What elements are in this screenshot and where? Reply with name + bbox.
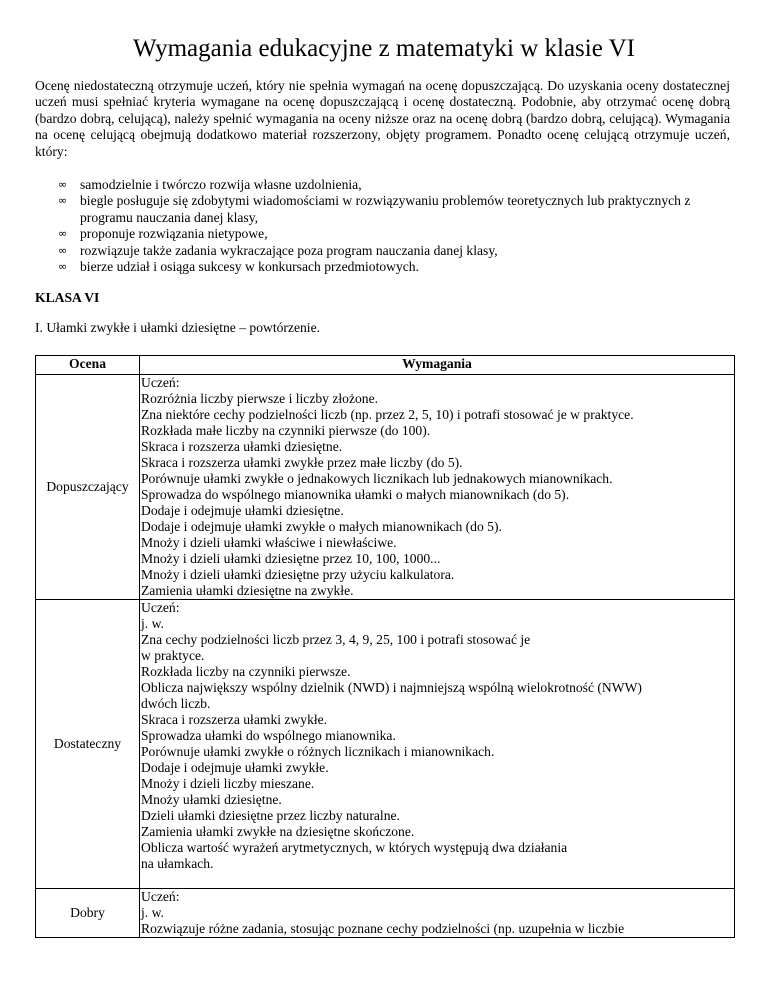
requirement-line: Mnoży i dzieli liczby mieszane. xyxy=(141,776,315,791)
requirements-table-wrapper xyxy=(35,355,737,959)
table-row xyxy=(36,375,735,600)
page-title: Wymagania edukacyjne z matematyki w klasie VI xyxy=(132,35,635,62)
list-item: ∞ biegle posługuje się zdobytymi wiadomościami w rozwiązywaniu problemów teoretycznych lub praktycznych z programu nauczania danej klasy, xyxy=(58,193,691,225)
requirement-line: Rozkłada małe liczby na czynniki pierwsze (do 100). xyxy=(141,423,431,438)
requirement-line: Skraca i rozszerza ułamki zwykłe przez małe liczby (do 5). xyxy=(141,455,463,470)
requirement-line: j. w. xyxy=(141,616,164,631)
list-item: ∞ rozwiązuje także zadania wykraczające poza program nauczania danej klasy, xyxy=(58,242,498,258)
requirements-column-header: Wymagania xyxy=(140,356,735,375)
infinity-bullet-icon: ∞ xyxy=(58,243,68,257)
requirements-table xyxy=(35,355,735,938)
infinity-bullet-icon: ∞ xyxy=(58,194,68,208)
requirements-cell xyxy=(140,375,735,600)
requirement-line: Sprowadza ułamki do wspólnego mianownika. xyxy=(141,728,396,743)
requirement-line: Uczeń: xyxy=(141,600,180,615)
requirement-line: Zamienia ułamki dziesiętne na zwykłe. xyxy=(141,583,354,598)
requirement-line: Mnoży i dzieli ułamki dziesiętne przy użyciu kalkulatora. xyxy=(141,567,455,582)
requirement-line: Skraca i rozszerza ułamki zwykłe. xyxy=(141,712,328,727)
requirement-line: Mnoży i dzieli ułamki dziesiętne przez 10, 100, 1000... xyxy=(141,551,441,566)
requirement-line: Dzieli ułamki dziesiętne przez liczby naturalne. xyxy=(141,808,400,823)
requirement-line: Rozkłada liczby na czynniki pierwsze. xyxy=(141,664,351,679)
infinity-bullet-icon: ∞ xyxy=(58,227,68,241)
requirement-line: Zna niektóre cechy podzielności liczb (np. przez 2, 5, 10) i potrafi stosować je w praktyce. xyxy=(141,407,634,422)
list-item: ∞ bierze udział i osiąga sukcesy w konkursach przedmiotowych. xyxy=(58,259,419,275)
requirement-line: Sprowadza do wspólnego mianownika ułamki o małych mianownikach (do 5). xyxy=(141,487,570,502)
requirement-line: Zna cechy podzielności liczb przez 3, 4, 9, 25, 100 i potrafi stosować je xyxy=(141,632,531,647)
requirement-line: j. w. xyxy=(141,905,164,920)
requirement-line: w praktyce. xyxy=(141,648,205,663)
requirement-line: Dodaje i odejmuje ułamki zwykłe o małych mianownikach (do 5). xyxy=(141,519,502,534)
requirements-cell xyxy=(140,889,735,938)
section-heading: I. Ułamki zwykłe i ułamki dziesiętne – powtórzenie. xyxy=(35,320,321,335)
requirement-line: Oblicza największy wspólny dzielnik (NWD) i najmniejszą wspólną wielokrotność (NWW) xyxy=(141,680,642,695)
requirement-line: Rozróżnia liczby pierwsze i liczby złożone. xyxy=(141,391,379,406)
requirement-line: Oblicza wartość wyrażeń arytmetycznych, w których występują dwa działania xyxy=(141,840,568,855)
list-item: ∞ samodzielnie i twórczo rozwija własne uzdolnienia, xyxy=(58,177,362,192)
grade-cell: Dobry xyxy=(36,889,140,938)
requirement-line: Porównuje ułamki zwykłe o różnych licznikach i mianownikach. xyxy=(141,744,495,759)
grade-cell: Dostateczny xyxy=(36,600,140,889)
requirement-line: Porównuje ułamki zwykłe o jednakowych licznikach lub jednakowych mianownikach. xyxy=(141,471,613,486)
requirement-line: Dodaje i odejmuje ułamki zwykłe. xyxy=(141,760,329,775)
requirement-line: Skraca i rozszerza ułamki dziesiętne. xyxy=(141,439,343,454)
requirement-line: Mnoży ułamki dziesiętne. xyxy=(141,792,282,807)
requirement-line xyxy=(141,872,733,888)
grade-column-header: Ocena xyxy=(36,356,140,375)
table-header-row xyxy=(36,356,735,375)
requirement-line: Zamienia ułamki zwykłe na dziesiętne skończone. xyxy=(141,824,415,839)
list-item: ∞ proponuje rozwiązania nietypowe, xyxy=(58,226,268,242)
requirement-line: Uczeń: xyxy=(141,375,180,390)
table-row xyxy=(36,889,735,938)
requirement-line: Uczeń: xyxy=(141,889,180,904)
requirement-line: Rozwiązuje różne zadania, stosując poznane cechy podzielności (np. uzupełnia w liczbie xyxy=(141,921,625,936)
infinity-bullet-icon: ∞ xyxy=(58,178,68,191)
requirements-cell xyxy=(140,600,735,889)
grade-cell: Dopuszczający xyxy=(36,375,140,600)
requirement-line: Dodaje i odejmuje ułamki dziesiętne. xyxy=(141,503,344,518)
requirement-line: Mnoży i dzieli ułamki właściwe i niewłaściwe. xyxy=(141,535,397,550)
table-row xyxy=(36,600,735,889)
infinity-bullet-icon: ∞ xyxy=(58,260,68,274)
requirement-line: dwóch liczb. xyxy=(141,696,211,711)
intro-paragraph: Ocenę niedostateczną otrzymuje uczeń, który nie spełnia wymagań na ocenę dopuszczającą. Do uzyskania oceny dostatecznej uczeń musi spełniać kryteria wymagane na ocenę dopuszczającą i ocenę dostateczną. Podobnie, aby otrzymać ocenę dobrą (bardzo dobrą, celującą), należy spełnić wymagania na oceny niższe oraz na ocenę dobrą (bardzo dobrą, celującą). Wymagania na ocenę celującą obejmują dodatkowo materiał rozszerzony, objęty programem. Ponadto ocenę celującą otrzymuje uczeń, który: xyxy=(35,78,730,159)
class-heading: KLASA VI xyxy=(35,290,100,305)
bullet-list xyxy=(35,177,730,275)
requirement-line: na ułamkach. xyxy=(141,856,214,871)
